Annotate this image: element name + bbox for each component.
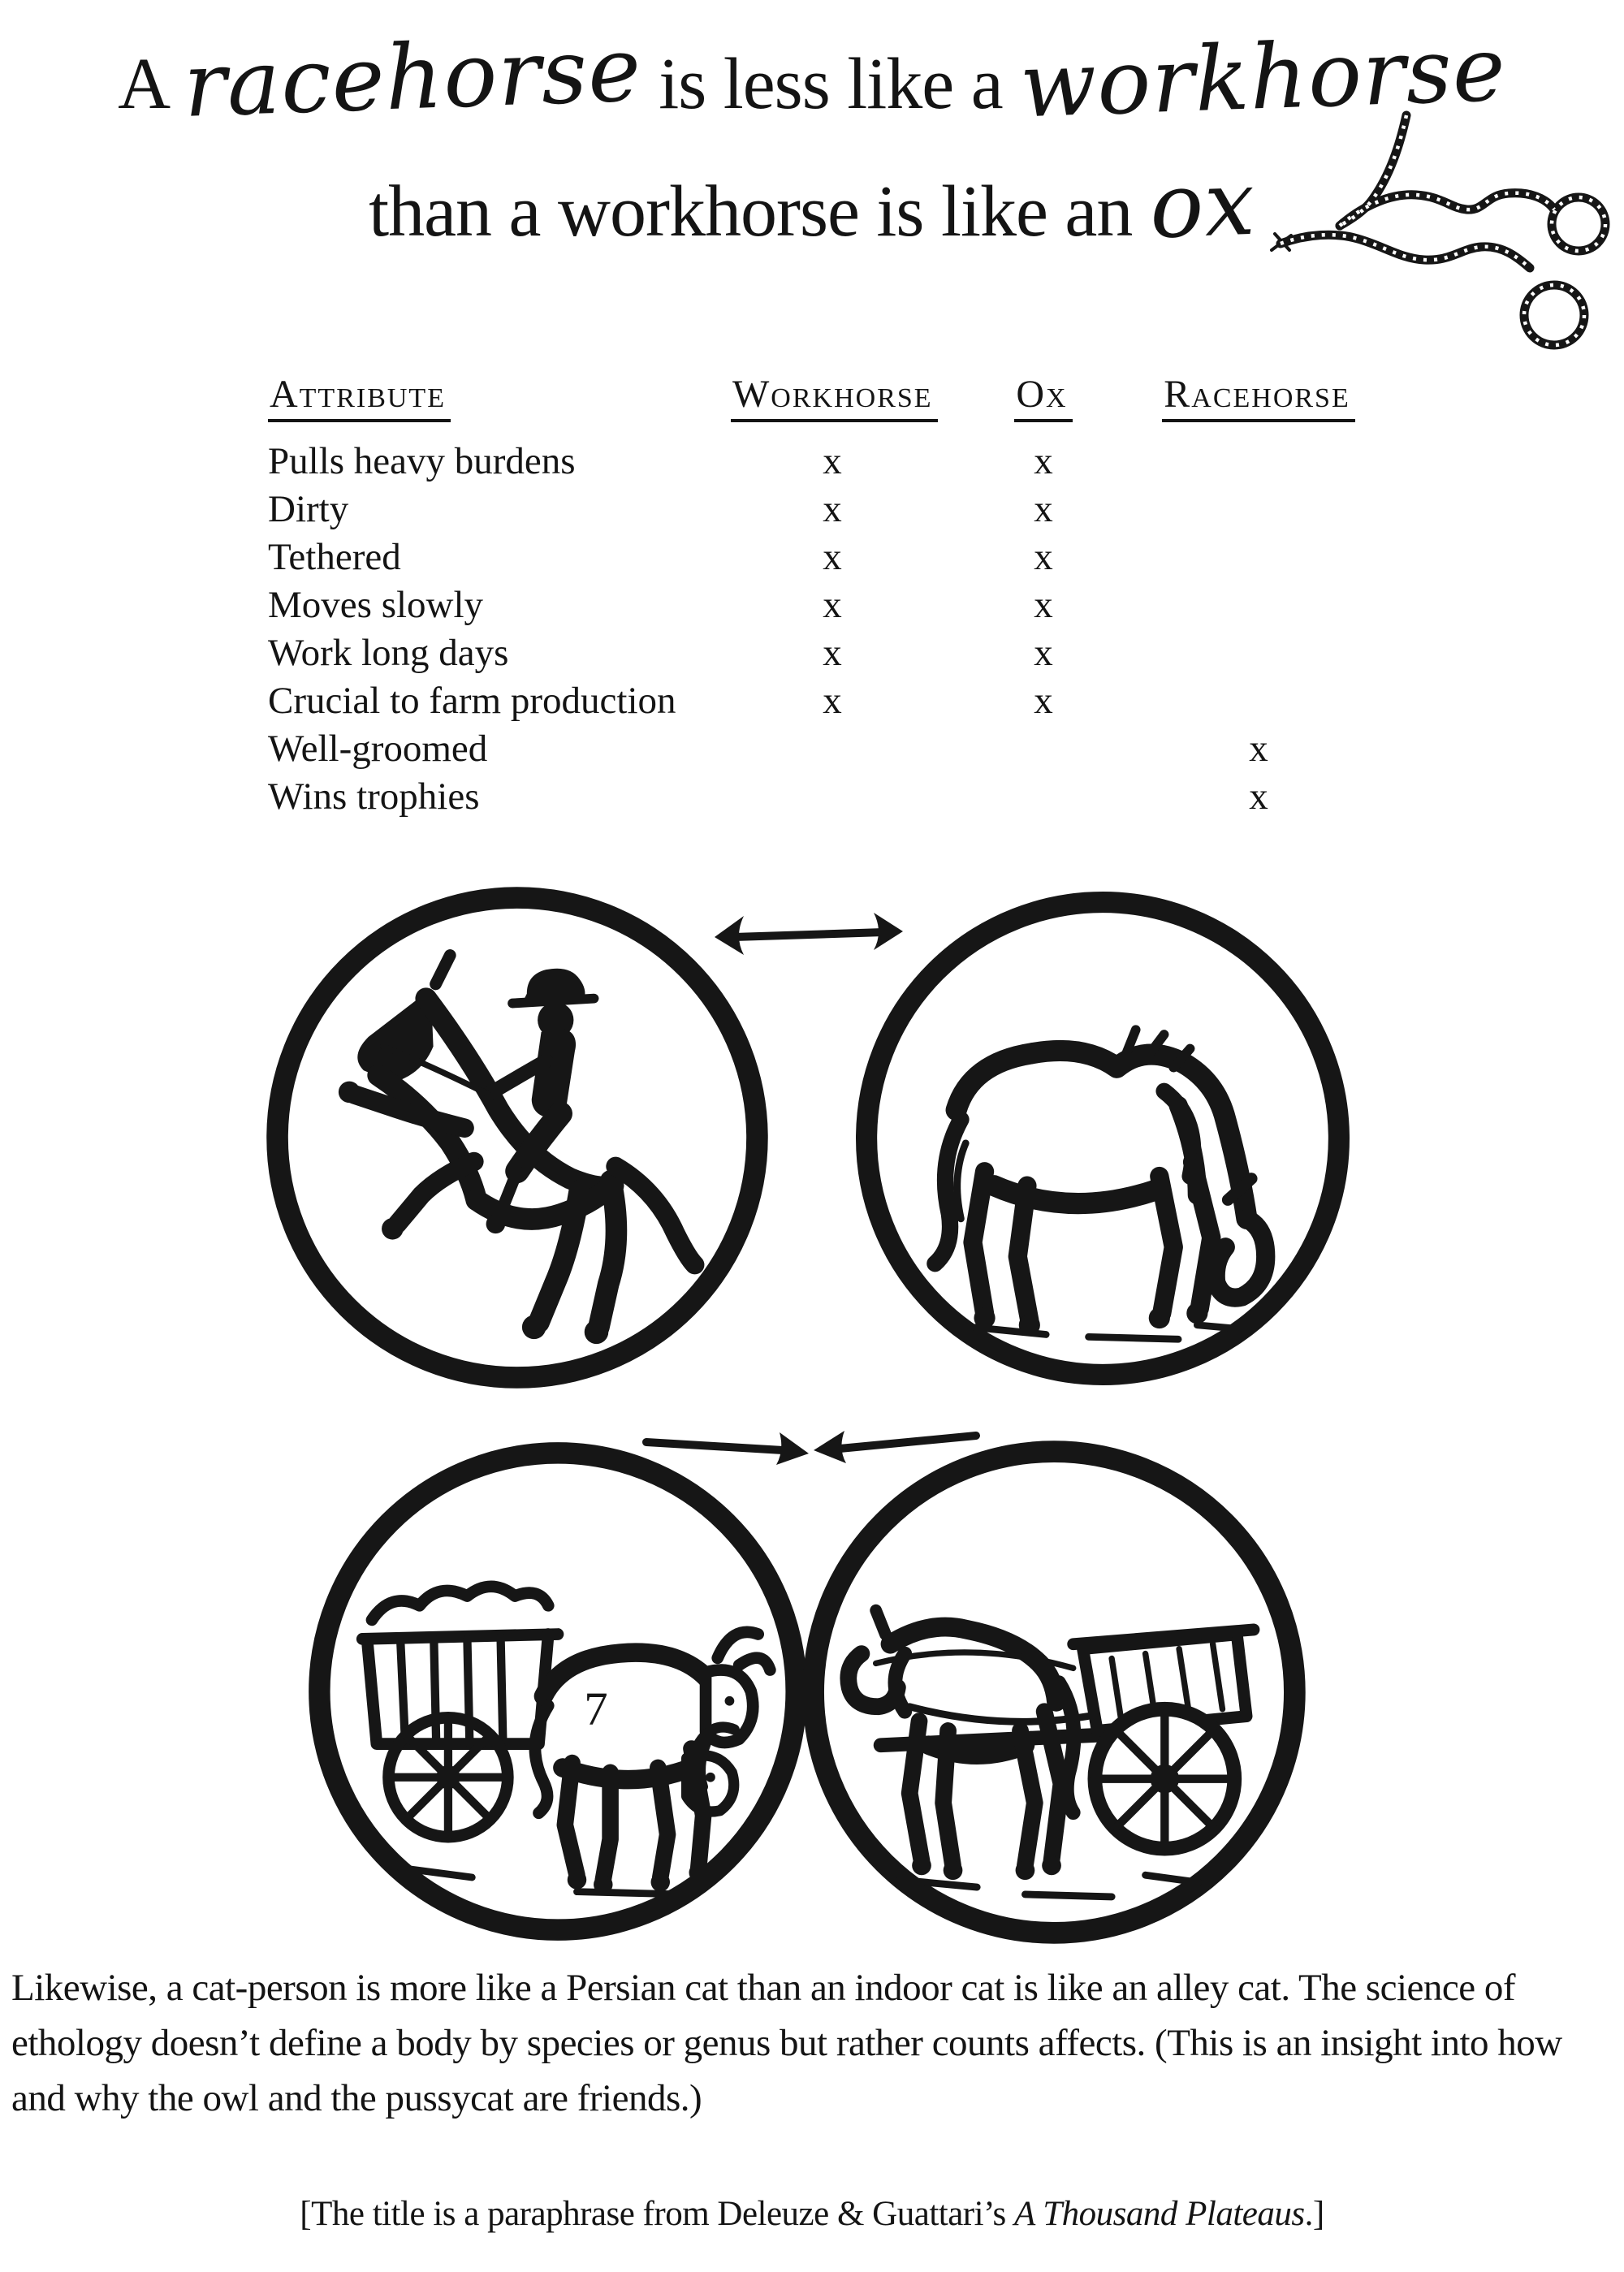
- title-text: than a workhorse is like an: [369, 171, 1150, 252]
- title-script-ox: ox: [1147, 150, 1258, 259]
- ox-mark: x: [1034, 440, 1053, 482]
- grazing-draft-horse: [935, 1030, 1265, 1339]
- converging-arrows-icon: [638, 1413, 984, 1483]
- table-row: [268, 486, 1372, 533]
- title-script-workhorse: workhorse: [1018, 16, 1508, 138]
- table-row: [268, 533, 1372, 581]
- table-row: [268, 629, 1372, 677]
- title-text: is less like a: [641, 44, 1021, 124]
- attribute-label: Work long days: [268, 632, 509, 674]
- citation-text: [The title is a paraphrase from Deleuze & Guattari’s: [300, 2195, 1014, 2233]
- column-header-attribute: Attribute: [268, 372, 731, 417]
- attribute-label: Tethered: [268, 536, 401, 578]
- workhorse-mark: x: [823, 680, 842, 722]
- table-header-row: [268, 372, 1372, 417]
- vignette-circle: [866, 902, 1339, 1375]
- attribute-label: Crucial to farm production: [268, 680, 676, 722]
- ox-mark: x: [1034, 680, 1053, 722]
- ox-mark: x: [1034, 536, 1053, 578]
- racehorse-mark: x: [1249, 775, 1268, 818]
- column-header-workhorse: Workhorse: [731, 372, 934, 417]
- column-header-racehorse: Racehorse: [1153, 372, 1364, 417]
- column-header-ox: Ox: [934, 372, 1153, 417]
- workhorse-mark: x: [823, 632, 842, 674]
- ox-mark: x: [1034, 488, 1053, 530]
- table-row: [268, 581, 1372, 629]
- ox-team: [400, 1632, 770, 1894]
- title-script-racehorse: racehorse: [181, 17, 643, 137]
- attribute-label: Dirty: [268, 488, 349, 530]
- workhorse-illustration: [843, 879, 1363, 1398]
- workhorse-mark: x: [823, 440, 842, 482]
- rearing-horse: [339, 955, 695, 1344]
- double-headed-arrow-icon: [706, 903, 911, 966]
- hay-wagon: [362, 1587, 558, 1837]
- ox-mark: x: [1034, 632, 1053, 674]
- attribute-label: Pulls heavy burdens: [268, 440, 576, 482]
- table-row: [268, 725, 1372, 773]
- table-row: [268, 677, 1372, 725]
- ox-brand-number: 7: [584, 1682, 608, 1736]
- workhorse-mark: x: [823, 584, 842, 626]
- attribute-label: Wins trophies: [268, 775, 480, 818]
- attribute-label: Moves slowly: [268, 584, 484, 626]
- table-row: [268, 438, 1372, 486]
- workhorse-mark: x: [823, 536, 842, 578]
- racehorse-rider-illustration: [253, 874, 781, 1402]
- workhorse-mark: x: [823, 488, 842, 530]
- footer-citation: [0, 2194, 1624, 2234]
- table-row: [268, 773, 1372, 821]
- ox-mark: x: [1034, 584, 1053, 626]
- ox-cart-illustration: [296, 1429, 820, 1954]
- rope-knot-icon: [1268, 110, 1618, 378]
- title-text: A: [118, 44, 184, 124]
- attribute-table: [268, 372, 1372, 821]
- citation-text: .]: [1304, 2195, 1324, 2233]
- horse-cart-illustration: [789, 1428, 1319, 1957]
- cited-work-title: A Thousand Plateaus: [1014, 2195, 1305, 2233]
- table-body: [268, 438, 1372, 821]
- racehorse-mark: x: [1249, 728, 1268, 770]
- attribute-label: Well-groomed: [268, 728, 488, 770]
- body-paragraph: Likewise, a cat-person is more like a Persian cat than an indoor cat is like an alley cat. The science of ethology doesn’t define a body by species or genus but rather counts affects. (This is an insight into how and why the owl and the pussycat are friends.): [11, 1967, 1562, 2120]
